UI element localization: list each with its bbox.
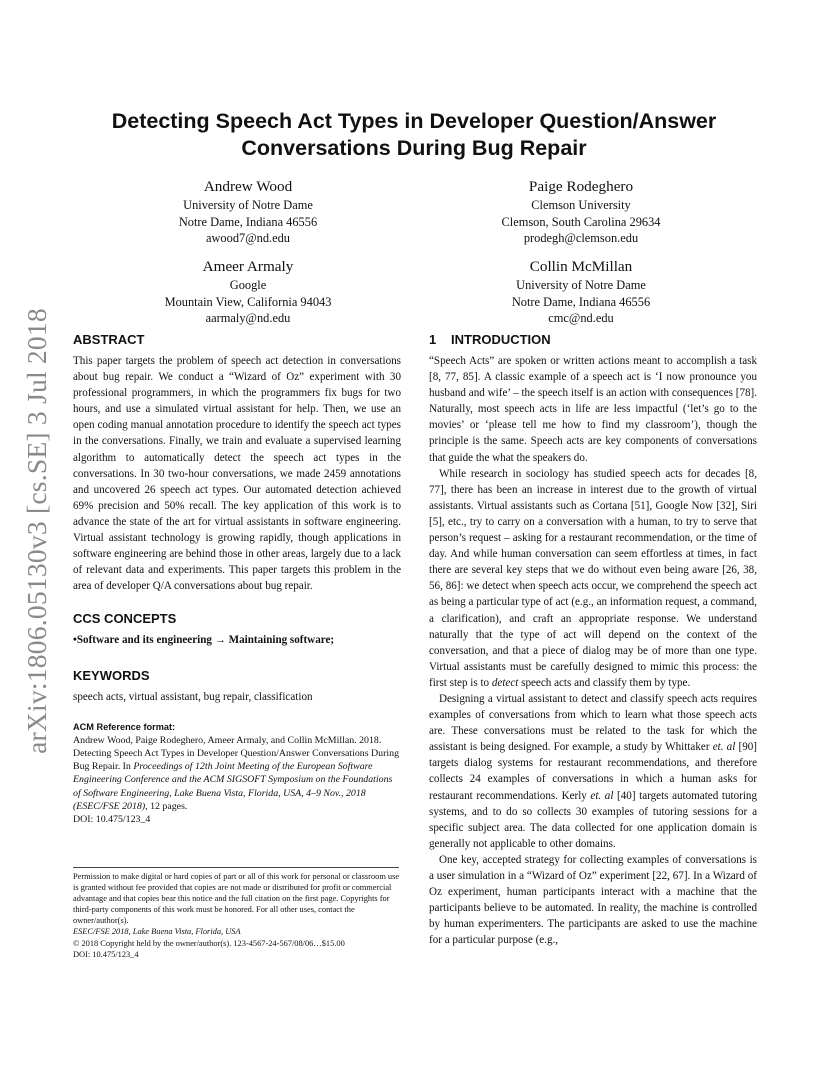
author-affiliation: University of Notre Dame bbox=[516, 278, 646, 292]
intro-paragraph: Designing a virtual assistant to detect and classify speech acts requires examples of conversations from which to learn what those speech acts are. These conversations must be related to the task for which the assistant is being designed. For example, a study by Whittaker et. al [90] targets dialog systems for restaurant recommendations, and therefore collects 24 examples of conversations in which a human asks for restaurant recommendations. Kerly et. al [40] targets automated tutoring systems, and to do so collects 30 examples of tutoring sessions for a specific subject area. The data collected for one application domain is generally not applicable to other domains. bbox=[429, 692, 758, 850]
keywords-text: speech acts, virtual assistant, bug repair, classification bbox=[73, 690, 313, 703]
intro-paragraph: One key, accepted strategy for collecting examples of conversations is a user simulation in a “Wizard of Oz” experiment [22, 67]. In a Wizard of Oz experiment, human participants interact with a machine that the participants believe to be automated. In reality, the machine is controlled by human experimenters. The participants are asked to use the machine for a particular purpose (e.g., bbox=[429, 853, 757, 947]
section-number: 1 bbox=[429, 332, 437, 347]
author-block bbox=[98, 256, 398, 327]
author-email: aarmaly@nd.edu bbox=[205, 311, 291, 325]
author-location: Mountain View, California 94043 bbox=[164, 294, 332, 309]
author-location: Notre Dame, Indiana 46556 bbox=[511, 294, 651, 309]
abstract-text: This paper targets the problem of speech act detection in conversations about bug repair. We conduct a “Wizard of Oz” experiment with 30 professional programmers, in which the programmers fix bugs for two hours, and use a simulated virtual assistant for help. Then, we use an open coding manual annotation procedure to identify the speech act types in the conversations. Finally, we train and evaluate a supervised learning algorithm to automatically detect the speech act types in the conversations. In 30 two-hour conversations, we made 2459 annotations and uncovered 26 speech act types. Our automated detection achieved 69% precision and 50% recall. The key application of this work is to advance the state of the art for virtual assistants in software engineering. Virtual assistant technology is growing rapidly, though applications in software engineering are behind those in other areas, largely due to a lack of relevant data and experiments. This paper targets this problem in the area of developer Q/A conversations about bug repair. bbox=[73, 355, 401, 593]
author-email: prodegh@clemson.edu bbox=[523, 231, 639, 245]
keywords-heading: KEYWORDS bbox=[73, 667, 150, 683]
acm-reference-heading: ACM Reference format: bbox=[73, 721, 176, 732]
intro-paragraph: “Speech Acts” are spoken or written actions meant to accomplish a task [8, 77, 85]. A classic example of a speech act is ‘I now pronounce you husband and wife’ – the speech itself is an action with consequences [78]. Naturally, most speech acts in life are less impactful (‘let’s go to the movies’ or ‘please tell me how to find my classroom’), though the principle is the same. Speech acts are key components of conversations that guide the what the speakers do. bbox=[429, 355, 757, 464]
author-location: Notre Dame, Indiana 46556 bbox=[178, 214, 318, 229]
ccs-heading: CCS CONCEPTS bbox=[73, 611, 177, 627]
author-email: awood7@nd.edu bbox=[205, 231, 291, 245]
author-name: Andrew Wood bbox=[203, 178, 293, 195]
venue-text: ESEC/FSE 2018, Lake Buena Vista, Florida, USA bbox=[73, 927, 241, 937]
author-name: Paige Rodeghero bbox=[528, 178, 634, 195]
abstract-heading: ABSTRACT bbox=[73, 332, 145, 347]
introduction-heading bbox=[429, 331, 757, 349]
permission-text: Permission to make digital or hard copies of part or all of this work for personal or classroom use is granted without fee provided that copies are not made or distributed for profit or commercial advantage and that copies bear this notice and the full citation on the first page. Copyrights for third-party components of this work must be honored. For all other uses, contact the owner/author(s). bbox=[73, 872, 400, 926]
acm-reference-doi: DOI: 10.475/123_4 bbox=[73, 814, 151, 826]
author-location: Clemson, South Carolina 29634 bbox=[501, 214, 661, 229]
author-block bbox=[98, 176, 398, 247]
author-affiliation: Google bbox=[229, 278, 267, 292]
footnote bbox=[73, 871, 401, 960]
author-name: Collin McMillan bbox=[529, 258, 633, 275]
section-title: INTRODUCTION bbox=[451, 332, 551, 347]
copyright-text: © 2018 Copyright held by the owner/author(s). 123-4567-24-567/08/06…$15.00 bbox=[73, 938, 345, 948]
author-email: cmc@nd.edu bbox=[548, 311, 614, 325]
left-column bbox=[73, 331, 401, 827]
author-block bbox=[431, 176, 731, 247]
footnote-doi: DOI: 10.475/123_4 bbox=[73, 949, 139, 959]
author-affiliation: University of Notre Dame bbox=[183, 198, 313, 212]
intro-paragraph: While research in sociology has studied speech acts for decades [8, 77], there has been an increase in interest due to the growth of virtual assistants. Virtual assistants such as Cortana [51], Google Now [32], Siri [5], etc., try to carry on a conversation with a human, to try to serve that person’s request – asking for a restaurant recommendation, or the time of day. And while human conversation can seem effortless at times, in fact there are several key steps that we do without even being aware [26, 38, 56, 86]: we detect when speech acts occur, we comprehend the speech act as being a particular type of act (e.g., an information request, a command, a clarification), and craft an appropriate response. We understand naturally that the type of act will depend on the context of the conversation, and that a piece of dialog may be of more than one type. Virtual assistants must be carefully designed to mimic this process: the first step is to detect speech acts and classify them by type. bbox=[429, 467, 757, 689]
footnote-rule bbox=[73, 867, 399, 868]
arxiv-identifier bbox=[14, 300, 60, 762]
author-affiliation: Clemson University bbox=[531, 198, 631, 212]
ccs-text: •Software and its engineering → Maintaining software; bbox=[73, 634, 335, 647]
author-name: Ameer Armaly bbox=[202, 258, 294, 275]
paper-title: Detecting Speech Act Types in Developer Question/Answer Conversations During Bug Repair bbox=[111, 109, 717, 160]
arxiv-id-text: arXiv:1806.05130v3 [cs.SE] 3 Jul 2018 bbox=[21, 308, 52, 754]
acm-reference-text: Andrew Wood, Paige Rodeghero, Ameer Armaly, and Collin McMillan. 2018. Detecting Speech Act Types in Developer Question/Answer Conversations During Bug Repair. In Proceedings of 12th Joint Meeting of the European Software Engineering Conference and the ACM SIGSOFT Symposium on the Foundations of Software Engineering, Lake Buena Vista, Florida, USA, 4–9 Nov., 2018 (ESEC/FSE 2018), 12 pages. bbox=[73, 734, 400, 813]
right-column bbox=[429, 331, 757, 948]
author-block bbox=[431, 256, 731, 327]
